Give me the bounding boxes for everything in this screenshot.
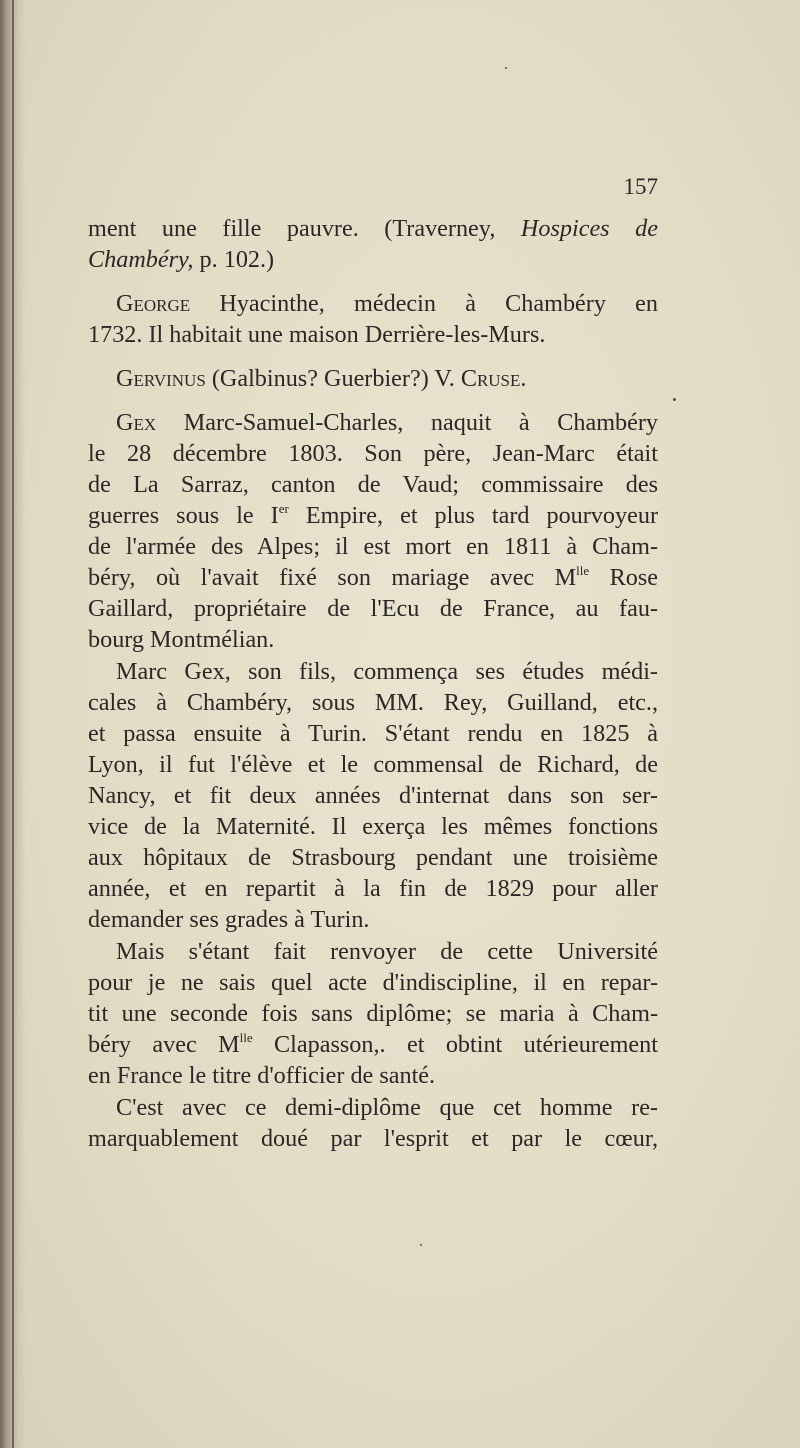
text-line: cales à Chambéry, sous MM. Rey, Guilland, etc.,	[88, 689, 658, 716]
text-line: le 28 décembre 1803. Son père, Jean-Marc était	[88, 440, 658, 467]
text-line: pour je ne sais quel acte d'indiscipline, il en repar-	[88, 969, 658, 996]
text-line: Chambéry, p. 102.)	[88, 246, 275, 273]
text-line: aux hôpitaux de Strasbourg pendant une troisième	[88, 844, 658, 871]
text-line: Gex Marc-Samuel-Charles, naquit à Chambéry	[116, 409, 658, 436]
text-line: béry, où l'avait fixé son mariage avec $M^{lle}$ Rose	[88, 563, 658, 591]
text-line: vice de la Maternité. Il exerça les mêmes fonctions	[88, 813, 658, 840]
text-line: Gervinus (Galbinus? Guerbier?) V. Cruse.	[116, 365, 527, 392]
text-line: ment une fille pauvre. (Traverney, Hospices de	[88, 215, 658, 242]
entry-name: Gervinus	[116, 365, 206, 392]
body-text	[88, 213, 658, 1154]
text-line: béry avec $M^{lle}$ Clapasson,. et obtint utérieurement	[88, 1030, 658, 1058]
text-line: Lyon, il fut l'élève et le commensal de Richard, de	[88, 751, 658, 778]
paper-speck	[420, 1244, 422, 1246]
text-line: guerres sous le Ier Empire, et plus tard pourvoyeur	[88, 501, 658, 529]
italic-title: Hospices de	[520, 215, 658, 242]
cross-reference: Cruse.	[460, 365, 527, 392]
page-number: 157	[623, 174, 658, 199]
text-line: Gaillard, propriétaire de l'Ecu de France, au fau-	[88, 595, 658, 622]
paper-speck	[673, 398, 676, 401]
text-line: et passa ensuite à Turin. S'étant rendu en 1825 à	[88, 720, 658, 747]
text-line: George Hyacinthe, médecin à Chambéry en	[116, 290, 658, 317]
text-line: en France le titre d'officier de santé.	[88, 1062, 436, 1089]
text-line: Nancy, et fit deux années d'internat dans son ser-	[88, 782, 658, 809]
text-line: bourg Montmélian.	[88, 626, 275, 653]
text-line: de l'armée des Alpes; il est mort en 1811 à Cham-	[88, 533, 658, 560]
entry-name: George	[116, 290, 191, 317]
binding-edge	[12, 0, 14, 1448]
text-line: tit une seconde fois sans diplôme; se maria à Cham-	[88, 1000, 658, 1027]
text-line: année, et en repartit à la fin de 1829 pour aller	[88, 875, 658, 902]
text-line: 1732. Il habitait une maison Derrière-les-Murs.	[88, 321, 546, 348]
paper-speck	[505, 67, 507, 69]
text-line: marquablement doué par l'esprit et par le cœur,	[88, 1125, 658, 1152]
text-line: demander ses grades à Turin.	[88, 906, 370, 933]
italic-title: Chambéry,	[88, 246, 194, 273]
text-line: C'est avec ce demi-diplôme que cet homme re-	[116, 1094, 658, 1121]
text-line: Mais s'étant fait renvoyer de cette Université	[116, 938, 658, 965]
entry-name: Gex	[116, 409, 157, 436]
text-line: Marc Gex, son fils, commença ses études médi-	[116, 658, 658, 685]
text-line: de La Sarraz, canton de Vaud; commissaire des	[88, 471, 658, 498]
